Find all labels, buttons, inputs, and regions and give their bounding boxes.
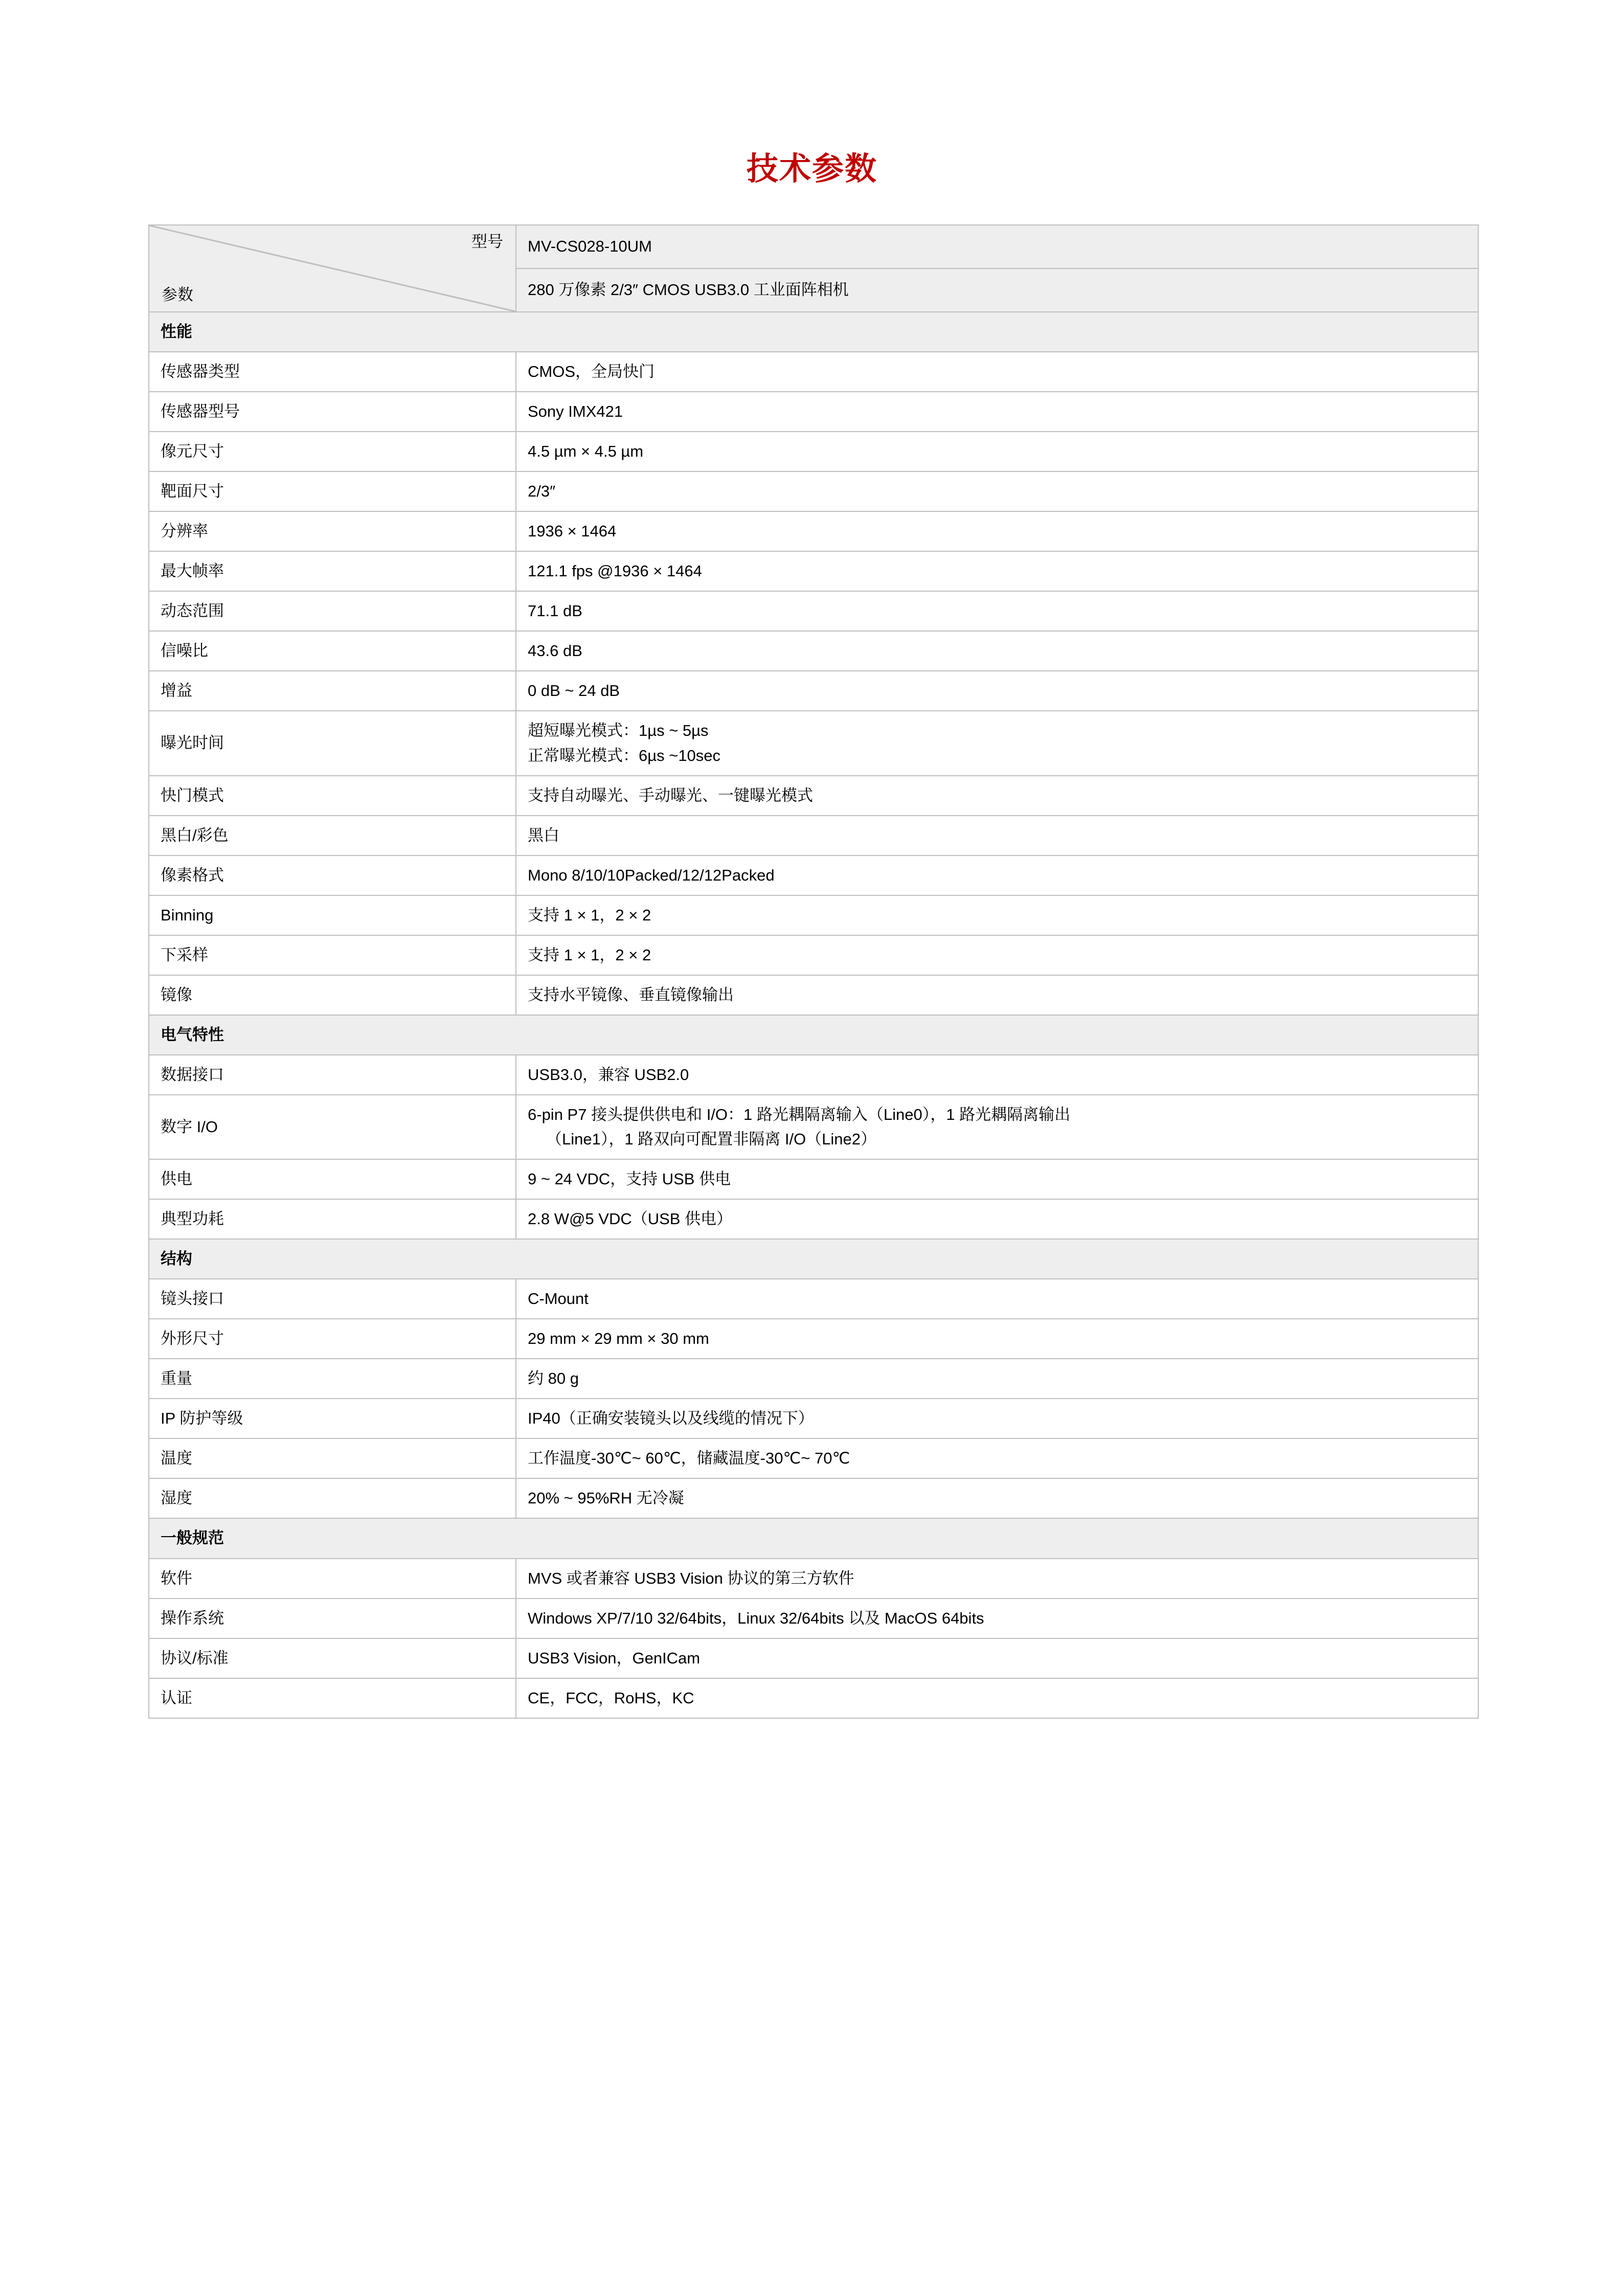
row-value: 4.5 µm × 4.5 µm xyxy=(516,432,1478,471)
row-label: 操作系统 xyxy=(149,1599,516,1638)
row-value: CE，FCC，RoHS，KC xyxy=(516,1678,1478,1718)
row-label: 供电 xyxy=(149,1159,516,1199)
table-row xyxy=(149,471,1478,511)
table-row xyxy=(149,895,1478,935)
section-header-row xyxy=(149,312,1478,352)
page-title: 技术参数 xyxy=(746,151,877,187)
header-model-description: 280 万像素 2/3″ CMOS USB3.0 工业面阵相机 xyxy=(516,268,1478,312)
row-label: 认证 xyxy=(149,1678,516,1718)
section-title: 电气特性 xyxy=(149,1015,1478,1055)
row-value: 支持水平镜像、垂直镜像输出 xyxy=(516,975,1478,1015)
row-label: 分辨率 xyxy=(149,511,516,551)
table-row xyxy=(149,1478,1478,1518)
row-value xyxy=(516,711,1478,775)
row-label: 数据接口 xyxy=(149,1055,516,1095)
section-header-row xyxy=(149,1518,1478,1558)
row-label: 软件 xyxy=(149,1559,516,1599)
row-label: Binning xyxy=(149,895,516,935)
row-label: IP 防护等级 xyxy=(149,1399,516,1438)
table-row xyxy=(149,1359,1478,1399)
row-value: 71.1 dB xyxy=(516,591,1478,631)
table-row xyxy=(149,392,1478,432)
row-value: 支持自动曝光、手动曝光、一键曝光模式 xyxy=(516,776,1478,816)
table-row xyxy=(149,711,1478,775)
row-value: 2.8 W@5 VDC（USB 供电） xyxy=(516,1199,1478,1239)
row-value: 121.1 fps @1936 × 1464 xyxy=(516,551,1478,591)
row-label: 传感器型号 xyxy=(149,392,516,432)
table-row xyxy=(149,591,1478,631)
table-row xyxy=(149,1159,1478,1199)
table-row xyxy=(149,856,1478,895)
row-label: 温度 xyxy=(149,1438,516,1478)
table-row xyxy=(149,511,1478,551)
table-row xyxy=(149,551,1478,591)
row-value: 1936 × 1464 xyxy=(516,511,1478,551)
row-label: 镜头接口 xyxy=(149,1279,516,1319)
row-label: 信噪比 xyxy=(149,631,516,671)
row-label: 像元尺寸 xyxy=(149,432,516,471)
row-label: 快门模式 xyxy=(149,776,516,816)
table-row xyxy=(149,1599,1478,1638)
row-value-line: 超短曝光模式：1µs ~ 5µs xyxy=(528,722,709,740)
row-label: 像素格式 xyxy=(149,856,516,895)
table-row xyxy=(149,1638,1478,1678)
row-value: 支持 1 × 1，2 × 2 xyxy=(516,935,1478,975)
section-title: 一般规范 xyxy=(149,1518,1478,1558)
row-label: 协议/标准 xyxy=(149,1638,516,1678)
specification-table xyxy=(148,224,1479,1719)
table-row xyxy=(149,776,1478,816)
row-value: 黑白 xyxy=(516,816,1478,856)
header-diagonal-cell xyxy=(149,225,516,312)
diagonal-divider-icon xyxy=(149,226,515,311)
header-model-label: 型号 xyxy=(471,233,503,251)
table-row xyxy=(149,975,1478,1015)
row-label: 数字 I/O xyxy=(149,1095,516,1159)
table-row xyxy=(149,935,1478,975)
table-row xyxy=(149,1279,1478,1319)
row-label: 传感器类型 xyxy=(149,352,516,392)
row-label: 动态范围 xyxy=(149,591,516,631)
row-value-line: 正常曝光模式：6µs ~10sec xyxy=(528,746,721,764)
row-value: 2/3″ xyxy=(516,471,1478,511)
header-param-label: 参数 xyxy=(162,285,193,304)
table-row xyxy=(149,1399,1478,1438)
header-model-value: MV-CS028-10UM xyxy=(516,225,1478,268)
row-label: 下采样 xyxy=(149,935,516,975)
row-label: 靶面尺寸 xyxy=(149,471,516,511)
row-value: 29 mm × 29 mm × 30 mm xyxy=(516,1319,1478,1359)
row-value: C-Mount xyxy=(516,1279,1478,1319)
table-row xyxy=(149,1095,1478,1159)
row-label: 镜像 xyxy=(149,975,516,1015)
row-value xyxy=(516,1095,1478,1159)
row-value-line: （Line1），1 路双向可配置非隔离 I/O（Line2） xyxy=(546,1130,877,1148)
section-header-row xyxy=(149,1015,1478,1055)
row-label: 湿度 xyxy=(149,1478,516,1518)
table-row xyxy=(149,432,1478,471)
section-title: 性能 xyxy=(149,312,1478,352)
row-label: 重量 xyxy=(149,1359,516,1399)
table-header-row-model xyxy=(149,225,1478,268)
row-label: 黑白/彩色 xyxy=(149,816,516,856)
table-row xyxy=(149,816,1478,856)
row-value: 43.6 dB xyxy=(516,631,1478,671)
row-value: MVS 或者兼容 USB3 Vision 协议的第三方软件 xyxy=(516,1559,1478,1599)
section-title: 结构 xyxy=(149,1239,1478,1279)
row-label: 增益 xyxy=(149,671,516,711)
row-value: 9 ~ 24 VDC，支持 USB 供电 xyxy=(516,1159,1478,1199)
table-row xyxy=(149,1055,1478,1095)
table-row xyxy=(149,631,1478,671)
row-value: IP40（正确安装镜头以及线缆的情况下） xyxy=(516,1399,1478,1438)
row-value: 支持 1 × 1，2 × 2 xyxy=(516,895,1478,935)
row-value: CMOS，全局快门 xyxy=(516,352,1478,392)
table-row xyxy=(149,1438,1478,1478)
row-value: USB3.0，兼容 USB2.0 xyxy=(516,1055,1478,1095)
row-label: 曝光时间 xyxy=(149,711,516,775)
table-row xyxy=(149,1199,1478,1239)
row-value: Sony IMX421 xyxy=(516,392,1478,432)
row-value: 约 80 g xyxy=(516,1359,1478,1399)
row-label: 典型功耗 xyxy=(149,1199,516,1239)
row-label: 最大帧率 xyxy=(149,551,516,591)
row-value: 工作温度-30℃~ 60℃，储藏温度-30℃~ 70℃ xyxy=(516,1438,1478,1478)
table-row xyxy=(149,671,1478,711)
row-label: 外形尺寸 xyxy=(149,1319,516,1359)
table-row xyxy=(149,352,1478,392)
table-row xyxy=(149,1559,1478,1599)
table-row xyxy=(149,1678,1478,1718)
row-value-line: 6-pin P7 接头提供供电和 I/O：1 路光耦隔离输入（Line0），1 路光耦隔离输出 xyxy=(528,1105,1071,1123)
row-value: Mono 8/10/10Packed/12/12Packed xyxy=(516,856,1478,895)
section-header-row xyxy=(149,1239,1478,1279)
row-value: USB3 Vision，GenICam xyxy=(516,1638,1478,1678)
row-value: 0 dB ~ 24 dB xyxy=(516,671,1478,711)
row-value: Windows XP/7/10 32/64bits，Linux 32/64bits 以及 MacOS 64bits xyxy=(516,1599,1478,1638)
row-value: 20% ~ 95%RH 无冷凝 xyxy=(516,1478,1478,1518)
table-row xyxy=(149,1319,1478,1359)
